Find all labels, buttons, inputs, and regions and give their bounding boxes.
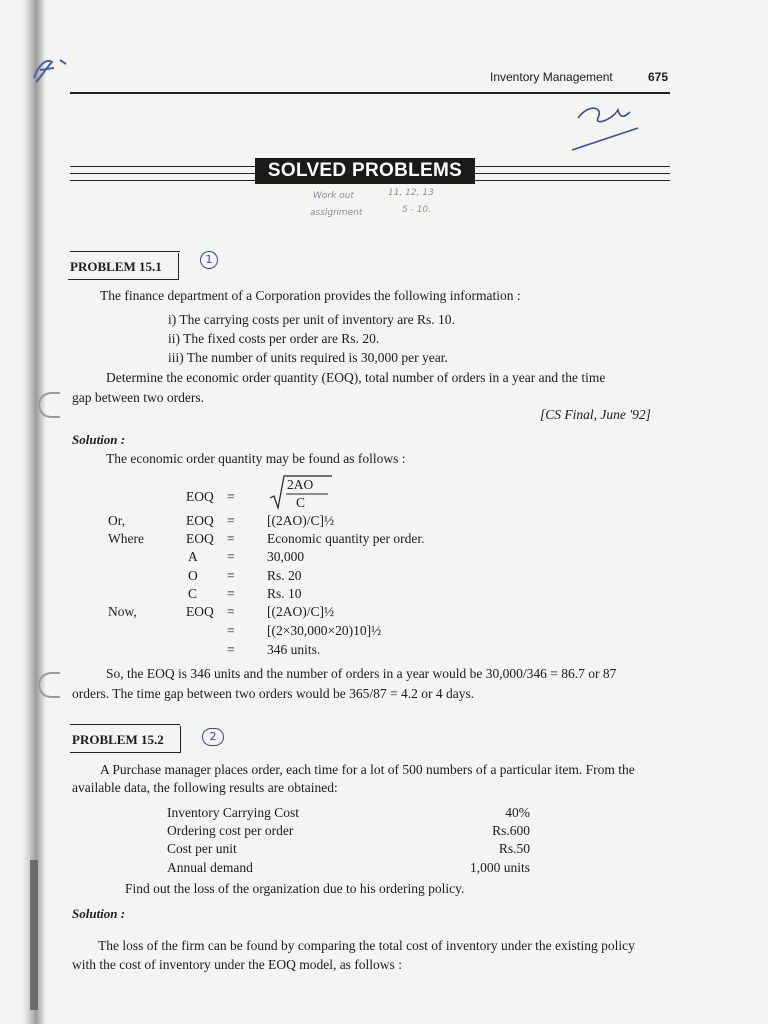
punch-hole bbox=[38, 672, 60, 698]
data-table-label: Ordering cost per order bbox=[167, 823, 294, 838]
problem-2-intro-cont: available data, the following results are obtained: bbox=[72, 780, 338, 795]
formula-denominator: C bbox=[296, 495, 306, 510]
data-table-label: Annual demand bbox=[167, 860, 253, 875]
formula-value: 30,000 bbox=[267, 549, 305, 564]
formula-eq: = bbox=[227, 489, 235, 504]
problem-2-question: Find out the loss of the organization due to his ordering policy. bbox=[125, 881, 465, 896]
formula-value: [(2AO)/C]½ bbox=[267, 604, 335, 619]
data-table-value: 40% bbox=[505, 805, 530, 820]
problem-15-2-label: PROBLEM 15.2 bbox=[70, 726, 181, 753]
pencil-note-line1: Work out bbox=[313, 191, 354, 201]
data-table-label: Cost per unit bbox=[167, 841, 237, 856]
problem-2-solution-cont: with the cost of inventory under the EOQ model, as follows : bbox=[72, 957, 402, 972]
formula-value: Rs. 10 bbox=[267, 586, 302, 601]
data-table-value: Rs.50 bbox=[498, 841, 530, 856]
formula-eq: = bbox=[227, 604, 235, 619]
formula-eq: = bbox=[227, 568, 235, 583]
solution-label: Solution : bbox=[72, 432, 126, 447]
problem-1-item: ii) The fixed costs per order are Rs. 20. bbox=[168, 331, 380, 346]
formula-sym: EOQ bbox=[186, 513, 214, 528]
page-binding-shadow bbox=[0, 0, 46, 1024]
data-table-value: 1,000 units bbox=[469, 860, 530, 875]
pen-scribble-mark bbox=[24, 48, 84, 94]
formula-eq: = bbox=[227, 586, 235, 601]
formula-left-label: Now, bbox=[108, 604, 137, 619]
formula-sym: O bbox=[188, 568, 198, 583]
formula-eq: = bbox=[227, 642, 235, 657]
problem-1-item: iii) The number of units required is 30,000 per year. bbox=[168, 350, 448, 365]
problem-1-circle-mark: 1 bbox=[200, 251, 218, 269]
pencil-note-date1: 11, 12, 13 bbox=[388, 188, 434, 198]
initials-signature bbox=[568, 100, 648, 156]
problem-1-question-cont: gap between two orders. bbox=[72, 390, 204, 405]
problem-1-intro: The finance department of a Corporation provides the following information : bbox=[100, 288, 521, 303]
formula-value: 346 units. bbox=[267, 642, 321, 657]
formula-sym: EOQ bbox=[186, 604, 214, 619]
formula-sym: C bbox=[188, 586, 198, 601]
binding-edge bbox=[30, 860, 38, 1010]
formula-value: Rs. 20 bbox=[267, 568, 302, 583]
formula-sym: EOQ bbox=[186, 531, 214, 546]
formula-value: Economic quantity per order. bbox=[267, 531, 425, 546]
problem-1-item: i) The carrying costs per unit of inventory are Rs. 10. bbox=[168, 312, 455, 327]
formula-eq: = bbox=[227, 513, 235, 528]
pencil-note-date2: 5 - 10. bbox=[402, 205, 432, 215]
problem-1-question: Determine the economic order quantity (EOQ), total number of orders in a year and the time bbox=[106, 370, 606, 385]
formula-eq: = bbox=[227, 549, 235, 564]
formula-left-label: Where bbox=[108, 531, 144, 546]
running-header-title: Inventory Management bbox=[490, 70, 613, 84]
formula-sym: A bbox=[188, 549, 198, 564]
problem-box-top-rule bbox=[70, 724, 180, 725]
problem-1-conclusion-cont: orders. The time gap between two orders would be 365/87 = 4.2 or 4 days. bbox=[72, 686, 475, 701]
data-table-label: Inventory Carrying Cost bbox=[167, 805, 299, 820]
punch-hole bbox=[38, 392, 60, 418]
section-title: SOLVED PROBLEMS bbox=[255, 158, 475, 184]
formula-value: [(2×30,000×20)10]½ bbox=[267, 623, 382, 638]
header-rule bbox=[70, 92, 670, 94]
formula-sym: EOQ bbox=[186, 489, 214, 504]
data-table-value: Rs.600 bbox=[492, 823, 530, 838]
page-number: 675 bbox=[648, 70, 669, 84]
pencil-note-line2: assignment bbox=[310, 208, 363, 218]
formula-eq: = bbox=[227, 623, 235, 638]
problem-1-source: [CS Final, June '92] bbox=[540, 407, 651, 422]
formula-value: [(2AO)/C]½ bbox=[267, 513, 335, 528]
problem-15-1-label: PROBLEM 15.1 bbox=[68, 253, 179, 280]
formula-numerator: 2AO bbox=[287, 477, 314, 492]
problem-2-solution: The loss of the firm can be found by comparing the total cost of inventory under the existing policy bbox=[98, 938, 635, 953]
problem-2-intro: A Purchase manager places order, each time for a lot of 500 numbers of a particular item. From the bbox=[100, 762, 635, 777]
solution-label: Solution : bbox=[72, 906, 126, 921]
problem-2-circle-mark: 2 bbox=[202, 728, 224, 746]
formula-eq: = bbox=[227, 531, 235, 546]
problem-1-conclusion: So, the EOQ is 346 units and the number of orders in a year would be 30,000/346 = 86.7 or 87 bbox=[106, 666, 617, 681]
solution-intro: The economic order quantity may be found as follows : bbox=[106, 451, 406, 466]
formula-left-label: Or, bbox=[108, 513, 126, 528]
problem-box-top-rule bbox=[70, 251, 180, 252]
